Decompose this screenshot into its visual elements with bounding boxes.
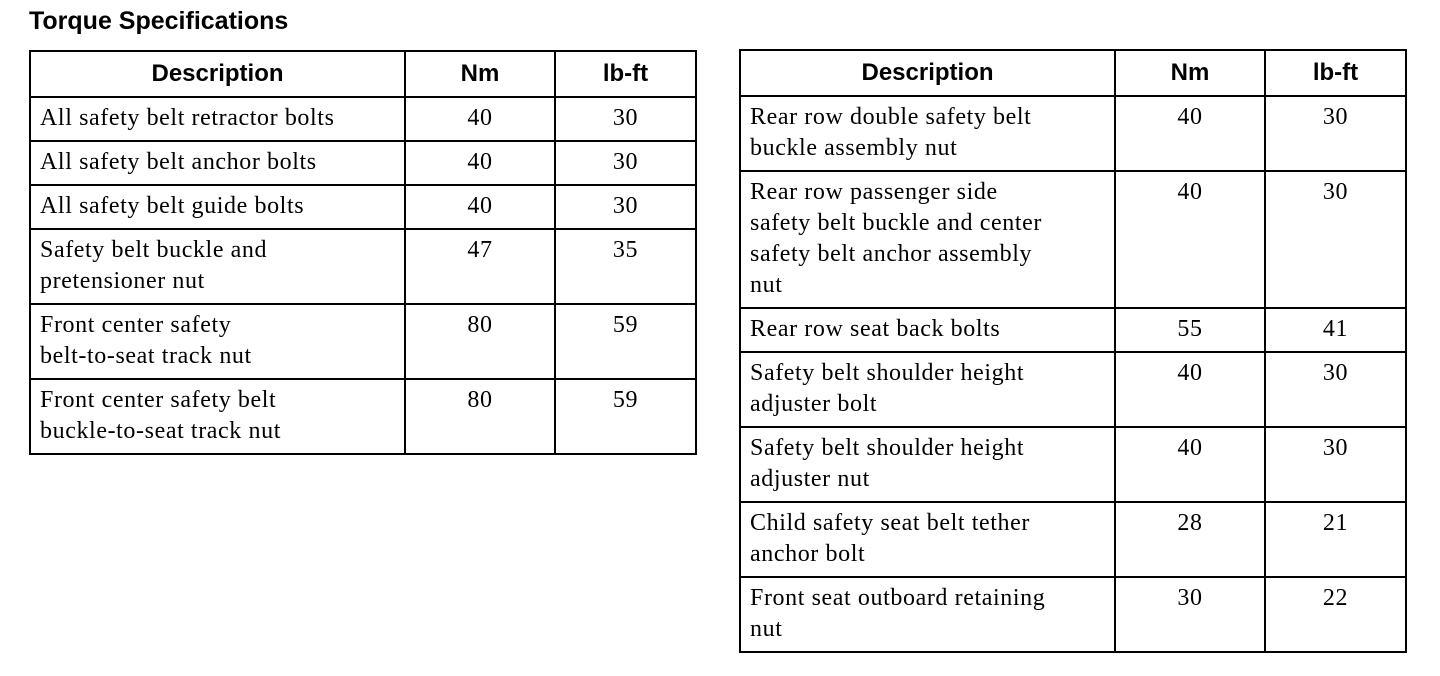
- row-description: Rear row seat back bolts: [740, 308, 1115, 352]
- row-lbft: 30: [1265, 352, 1406, 427]
- row-nm: 40: [1115, 427, 1265, 502]
- torque-table-left: [29, 50, 697, 455]
- row-nm: 80: [405, 379, 555, 454]
- row-nm: 80: [405, 304, 555, 379]
- table-row: [740, 352, 1406, 427]
- header-description: Description: [30, 51, 405, 97]
- table-row: [30, 304, 696, 379]
- table-row: [30, 185, 696, 229]
- row-lbft: 59: [555, 379, 696, 454]
- row-lbft: 41: [1265, 308, 1406, 352]
- row-lbft: 21: [1265, 502, 1406, 577]
- table-row: [740, 577, 1406, 652]
- table-row: [740, 171, 1406, 308]
- row-nm: 47: [405, 229, 555, 304]
- header-lbft: lb-ft: [555, 51, 696, 97]
- row-nm: 30: [1115, 577, 1265, 652]
- row-lbft: 30: [1265, 427, 1406, 502]
- table-row: [740, 502, 1406, 577]
- header-description: Description: [740, 50, 1115, 96]
- header-nm: Nm: [1115, 50, 1265, 96]
- row-nm: 55: [1115, 308, 1265, 352]
- row-nm: 40: [405, 141, 555, 185]
- row-nm: 40: [1115, 96, 1265, 171]
- table-row: [740, 308, 1406, 352]
- row-description: Front seat outboard retaining nut: [740, 577, 1115, 652]
- row-description: Safety belt buckle and pretensioner nut: [30, 229, 405, 304]
- row-description: All safety belt guide bolts: [30, 185, 405, 229]
- row-nm: 40: [405, 185, 555, 229]
- row-description: All safety belt retractor bolts: [30, 97, 405, 141]
- row-description: Child safety seat belt tether anchor bolt: [740, 502, 1115, 577]
- header-row: [30, 51, 696, 97]
- row-nm: 40: [1115, 352, 1265, 427]
- row-description: Front center safety belt-to-seat track nut: [30, 304, 405, 379]
- row-description: All safety belt anchor bolts: [30, 141, 405, 185]
- row-lbft: 30: [555, 97, 696, 141]
- torque-table-right: [739, 49, 1407, 653]
- table-row: [740, 427, 1406, 502]
- row-lbft: 30: [555, 141, 696, 185]
- header-nm: Nm: [405, 51, 555, 97]
- row-description: Safety belt shoulder height adjuster bolt: [740, 352, 1115, 427]
- header-lbft: lb-ft: [1265, 50, 1406, 96]
- row-lbft: 59: [555, 304, 696, 379]
- table-row: [30, 379, 696, 454]
- table-row: [30, 229, 696, 304]
- table-row: [30, 141, 696, 185]
- row-description: Rear row double safety belt buckle assembly nut: [740, 96, 1115, 171]
- page-title: Torque Specifications: [29, 7, 289, 35]
- row-lbft: 35: [555, 229, 696, 304]
- row-nm: 40: [405, 97, 555, 141]
- row-description: Front center safety belt buckle-to-seat track nut: [30, 379, 405, 454]
- row-lbft: 30: [1265, 96, 1406, 171]
- row-lbft: 30: [1265, 171, 1406, 308]
- row-description: Rear row passenger side safety belt buckle and center safety belt anchor assembly nut: [740, 171, 1115, 308]
- row-lbft: 22: [1265, 577, 1406, 652]
- row-nm: 40: [1115, 171, 1265, 308]
- row-description: Safety belt shoulder height adjuster nut: [740, 427, 1115, 502]
- table-row: [30, 97, 696, 141]
- table-row: [740, 96, 1406, 171]
- row-nm: 28: [1115, 502, 1265, 577]
- header-row: [740, 50, 1406, 96]
- row-lbft: 30: [555, 185, 696, 229]
